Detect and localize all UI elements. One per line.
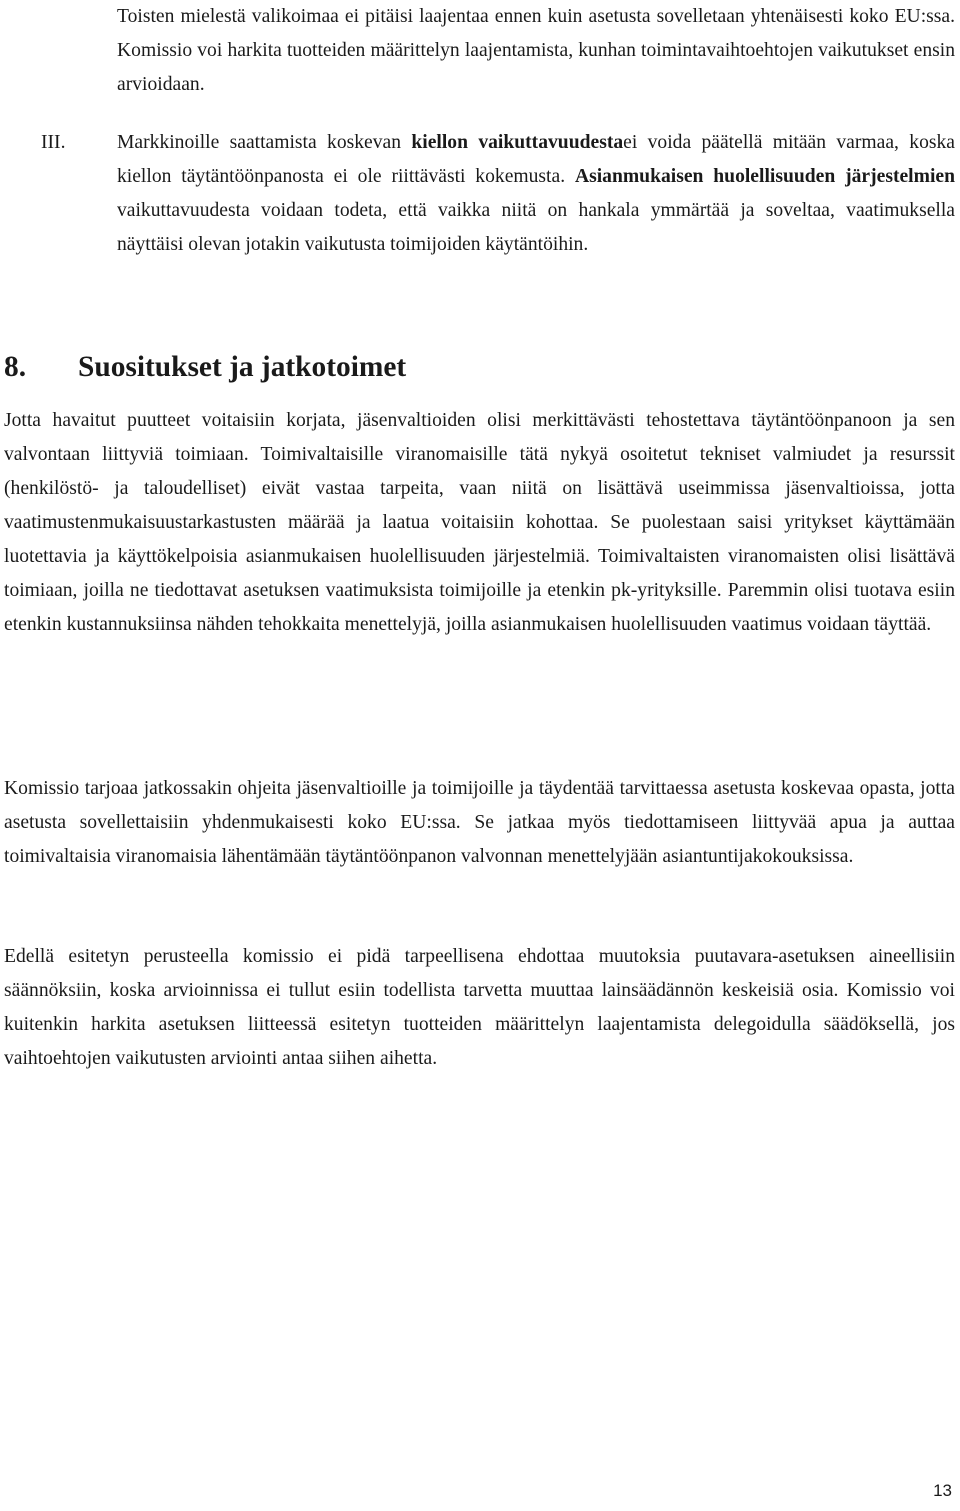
body-paragraph-2: Komissio tarjoaa jatkossakin ohjeita jäsenvaltioille ja toimijoille ja täydentää tarvittaessa asetusta koskevaa opasta, jotta asetusta sovellettaisiin yhdenmukaisesti koko EU:ssa. Se jatkaa myös tiedottamiseen liittyvää apua ja auttaa toimivaltaisia viranomaisia lähentämään täytäntöönpanon valvonnan menettelyjään asiantuntijakokouksissa. xyxy=(4,778,955,867)
section-number: 8. xyxy=(4,351,27,383)
point-iii-text-2: ei voida päätellä mitään varmaa, koska kiellon täytäntöönpanosta ei ole riittävästi kokemusta. xyxy=(117,132,955,187)
body-paragraph-3: Edellä esitetyn perusteella komissio ei pidä tarpeellisena ehdottaa muutoksia puutavara-asetuksen aineellisiin säännöksiin, koska arvioinnissa ei tullut esiin todellista tarvetta muuttaa lainsäädännön keskeisiä osia. Komissio voi kuitenkin harkita asetuksen liitteessä esitetyn tuotteiden määrittelyn laajentamista delegoidulla säädöksellä, jos vaihtoehtojen vaikutusten arviointi antaa siihen aihetta. xyxy=(4,946,955,1069)
point-iii-bold-2: Asianmukaisen huolellisuuden järjestelmien xyxy=(574,166,955,187)
section-title: Suositukset ja jatkotoimet xyxy=(78,351,407,383)
point-iii-paragraph xyxy=(117,126,955,262)
list-numeral-iii: III. xyxy=(41,132,66,153)
section-heading xyxy=(4,350,406,384)
point-iii-bold-1: kiellon vaikuttavuudesta xyxy=(411,132,624,153)
point-iii-text-1: Markkinoille saattamista koskevan xyxy=(117,132,412,153)
body-paragraph-1: Jotta havaitut puutteet voitaisiin korjata, jäsenvaltioiden olisi merkittävästi tehostettava täytäntöönpanoon ja sen valvontaan liittyviä toimiaan. Toimivaltaisille viranomaisille tätä nykyä osoitetut tekniset valmiudet ja resurssit (henkilöstö- ja taloudelliset) eivät vastaa tarpeita, vaan niitä on lisättävä useimmissa jäsenvaltioissa, jotta vaatimustenmukaisuustarkastusten määrää ja laatua voitaisiin kohottaa. Se puolestaan saisi yritykset käyttämään luotettavia ja käyttökelpoisia asianmukaisen huolellisuuden järjestelmiä. Toimivaltaisten viranomaisten olisi lisättävä toimiaan, joilla ne tiedottavat asetuksen vaatimuksista toimijoille ja etenkin pk-yrityksille. Paremmin olisi tuotava esiin etenkin kustannuksiinsa nähden tehokkaita menettelyjä, joilla asianmukaisen huolellisuuden vaatimus voidaan täyttää. xyxy=(4,410,955,635)
page-number: 13 xyxy=(933,1481,952,1500)
intro-paragraph: Toisten mielestä valikoimaa ei pitäisi laajentaa ennen kuin asetusta sovelletaan yhtenäisesti koko EU:ssa. Komissio voi harkita tuotteiden määrittelyn laajentamista, kunhan toimintavaihtoehtojen vaikutukset ensin arvioidaan. xyxy=(117,6,955,95)
point-iii-text-3: vaikuttavuudesta voidaan todeta, että vaikka niitä on hankala ymmärtää ja soveltaa, vaatimuksella näyttäisi olevan jotakin vaikutusta toimijoiden käytäntöihin. xyxy=(117,200,955,255)
